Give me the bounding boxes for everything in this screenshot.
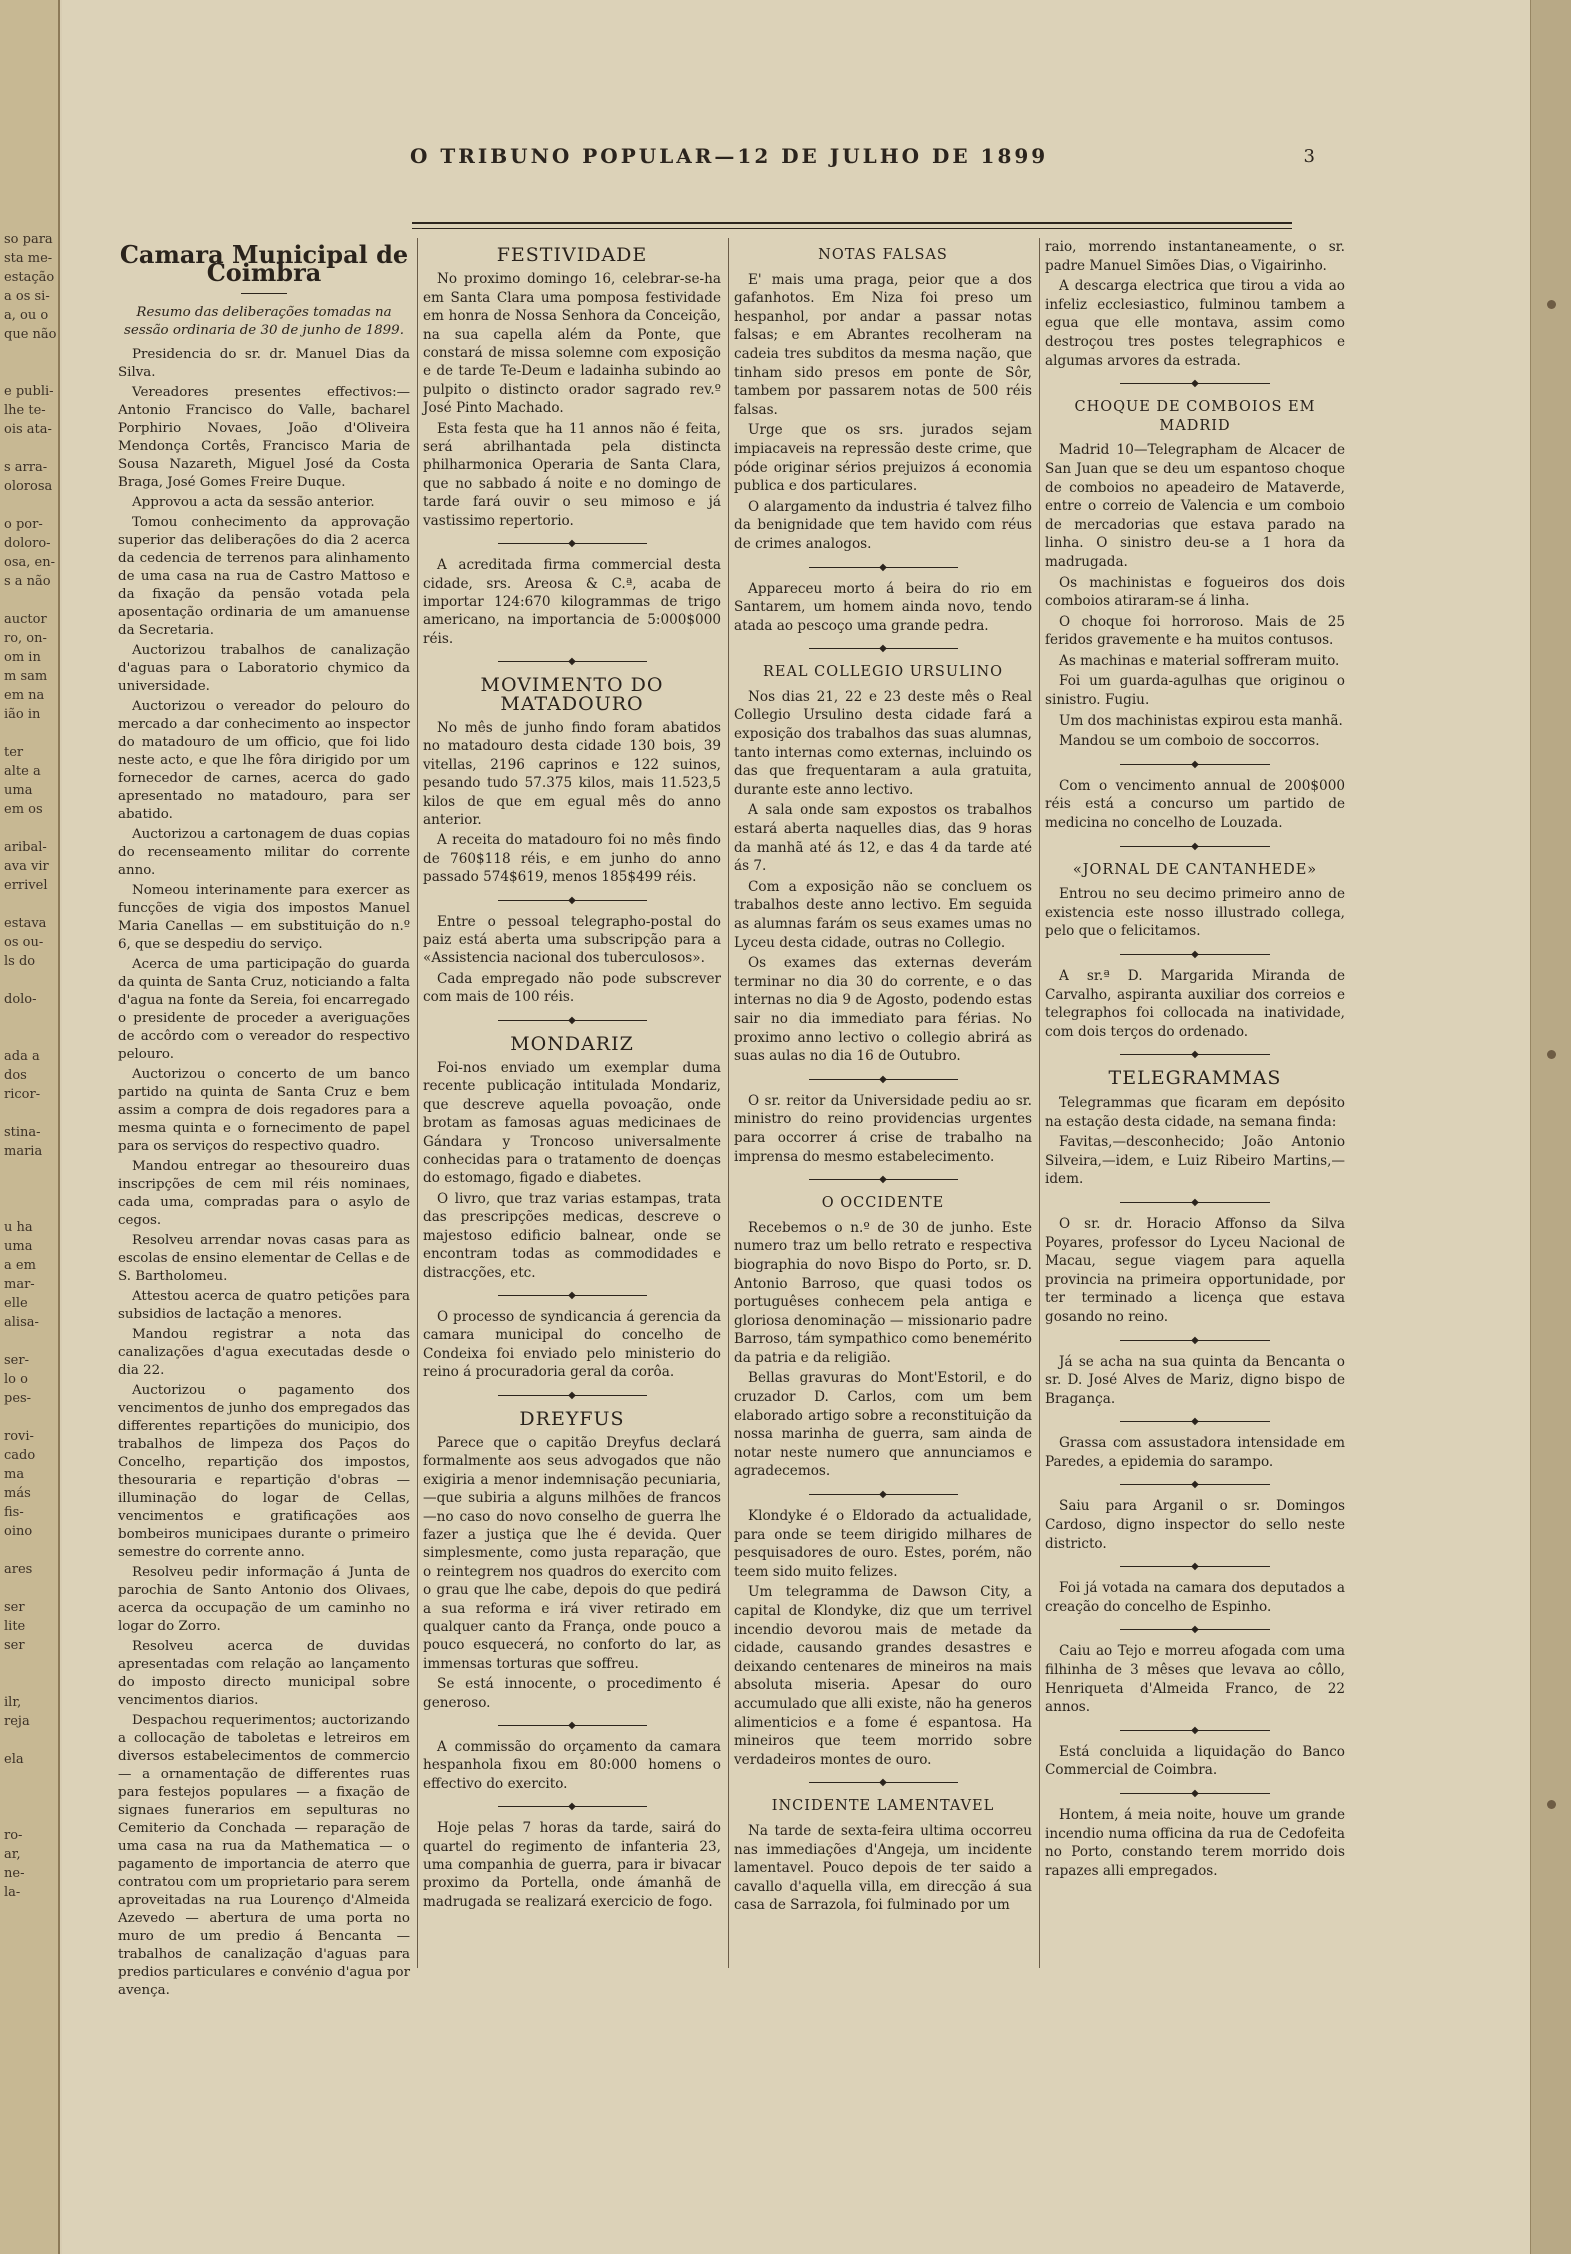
page-edge: [1530, 0, 1571, 2254]
article-paragraph: Approvou a acta da sessão anterior.: [132, 495, 375, 510]
article-paragraph: Resolveu arrendar novas casas para as escolas de ensino elementar de Cellas e de S. Bartholomeu.: [118, 1233, 410, 1284]
article-separator: [734, 1775, 1032, 1789]
article-headline: TELEGRAMMAS: [1108, 1067, 1282, 1090]
article-paragraph: As machinas e material soffreram muito.: [1059, 652, 1340, 669]
column-divider: [417, 238, 418, 1968]
article-paragraph: A sr.ª D. Margarida Miranda de Carvalho, aspiranta auxiliar dos correios e telegraphos foi collocada na inatividade, com dois terços do ordenado.: [1045, 968, 1345, 1040]
article-paragraph: Urge que os srs. jurados sejam impiacaveis na repressão deste crime, que póde originar sérios prejuizos á economia publica e dos particulares.: [734, 422, 1032, 495]
column-1: [118, 238, 410, 2002]
article-paragraph: Foi um guarda-agulhas que originou o sinistro. Fugiu.: [1045, 673, 1345, 709]
article-paragraph: Foi já votada na camara dos deputados a creação do concelho de Espinho.: [1045, 1580, 1345, 1615]
article-paragraph: Auctorizou o pagamento dos vencimentos de junho dos empregados das differentes repartições do municipio, dos trabalhos de limpeza dos Paços do Concelho, repartição dos impostos, thesouraria e repartição d'obras — illuminação do logar de Cellas, vencimentos e gratificações aos bombeiros municipaes durante o primeiro semestre do corrente anno.: [118, 1383, 410, 1560]
article-paragraph: Esta festa que ha 11 annos não é feita, será abrilhantada pela distincta philharmonica Operaria de Santa Clara, que no sabbado á noite e no domingo de tarde fará ouvir o seu mimoso e já vastissimo repertorio.: [423, 420, 721, 529]
article-headline: FESTIVIDADE: [496, 244, 648, 266]
article-paragraph: Grassa com assustadora intensidade em Paredes, a epidemia do sarampo.: [1045, 1435, 1345, 1470]
article-paragraph: Vereadores presentes effectivos:—Antonio Francisco do Valle, bacharel Porphirio Novaes, João d'Oliveira Mendonça Cortês, Francisco Maria de Sousa Nazareth, Miguel José da Costa Braga, José Gomes Freire Duque.: [118, 385, 410, 490]
article-paragraph: Um telegramma de Dawson City, a capital de Klondyke, diz que um terrivel incendio devorou mais de metade da cidade, causando grandes desastres e deixando centenares de mineiros na mais absoluta miseria. Apesar do ouro accumulado que alli existe, não ha generos alimenticios e a fome é espantosa. Ha mineiros que teem morrido sobre verdadeiros montes de ouro.: [734, 1584, 1032, 1768]
article-separator: [1045, 1195, 1345, 1209]
article-separator: [423, 536, 721, 550]
article-paragraph: Favitas,—desconhecido; João Antonio Silveira,—idem, e Luiz Ribeiro Martins,—idem.: [1045, 1134, 1345, 1188]
article-paragraph: Auctorizou a cartonagem de duas copias do recenseamento militar do corrente anno.: [118, 827, 410, 878]
article-separator: [734, 1172, 1032, 1186]
article-paragraph: Mandou se um comboio de soccorros.: [1059, 733, 1320, 750]
article-separator: [423, 1718, 721, 1732]
article-headline: MOVIMENTO DO MATADOURO: [480, 674, 664, 715]
article-separator: [734, 1072, 1032, 1086]
article-paragraph: Auctorizou trabalhos de canalização d'aguas para o Laboratorio chymico da universidade.: [118, 643, 410, 694]
page-number: 3: [1303, 146, 1315, 167]
binding-hole: [1547, 1050, 1556, 1059]
article-paragraph: Resolveu acerca de duvidas apresentadas com relação ao lançamento do imposto directo municipal sobre vencimentos diarios.: [118, 1639, 410, 1708]
article-separator: [1045, 757, 1345, 771]
article-paragraph: Auctorizou o concerto de um banco partido na quinta de Santa Cruz e bem assim a compra de dois regadores para a mesma quinta e o fornecimento de papel para os serviços do respectivo quadro.: [118, 1067, 410, 1154]
column-divider: [728, 238, 729, 1968]
article-paragraph: Klondyke é o Eldorado da actualidade, para onde se teem dirigido milhares de pesquisadores de ouro. Estes, porém, não teem sido muito felizes.: [734, 1508, 1032, 1580]
column-3: [734, 238, 1032, 1917]
article-paragraph: E' mais uma praga, peior que a dos gafanhotos. Em Niza foi preso um hespanhol, por andar a passar notas falsas; e em Abrantes recolheram na cadeia tres subditos da mesma nação, que tinham sido presos em ponte de Sôr, tambem por passarem notas de 500 réis falsas.: [734, 271, 1032, 418]
article-paragraph: Parece que o capitão Dreyfus declará formalmente aos seus advogados que não exigiria a menor indemnisação pecuniaria,—que subiria a alguns milhões de francos—no caso do novo conselho de guerra lhe fazer a justiça que lhe é devida. Quer simplesmente, como justa reparação, que o reintegrem nos quadros do exercito com o grau que lhe cabe, depois do que pedirá a sua reforma e irá viver retirado em qualquer canto da França, onde pouco a pouco esquecerá, no conforto do lar, as immensas torturas que soffreu.: [423, 1434, 721, 1672]
previous-page-text: so para sta me- estação a os si- a, ou o que não e publi- lhe te- ois ata- s arra- olorosa o por- doloro- osa, en- s a não auctor ro, on- om in m sam em na ião in ter alte a uma em os aribal- ava vir errivel estava os ou- ls do dolo- ada a dos ricor- stina- maria u ha uma a em mar- elle alisa- ser- lo o pes- rovi- cado ma más fis- oino ares ser lite ser ilr, reja ela ro- ar, ne- la-: [4, 232, 57, 1900]
article-headline: O OCCIDENTE: [821, 1195, 945, 1212]
article-paragraph: Foi-nos enviado um exemplar duma recente publicação intitulada Mondariz, que descreve aquella povoação, onde brotam as famosas aguas medicinaes de Gándara y Troncoso universalmente conhecidas para o tratamento de doenças do estomago, figado e diabetes.: [423, 1060, 721, 1187]
article-paragraph: Auctorizou o vereador do pelouro do mercado a dar conhecimento ao inspector do matadouro de um officio, que foi lido neste acto, e que lhe fôra dirigido por um fornecedor de carnes, acerca do gado apresentado no matadouro, para ser abatido.: [118, 699, 410, 822]
article-separator: [734, 1487, 1032, 1501]
article-paragraph: A commissão do orçamento da camara hespanhola fixou em 80:000 homens o effectivo do exercito.: [423, 1739, 721, 1792]
article-paragraph: Presidencia do sr. dr. Manuel Dias da Silva.: [118, 347, 410, 380]
article-paragraph: Os exames das externas deverám terminar no dia 30 do corrente, e o das internas no dia 9 de Agosto, podendo estas sair no dia immediato para férias. No proximo anno lectivo o collegio abrirá as suas aulas no dia 16 de Outubro.: [734, 955, 1032, 1065]
article-paragraph: Recebemos o n.º de 30 de junho. Este numero traz um bello retrato e respectiva biographia do novo Bispo do Porto, sr. D. Antonio Barroso, que quasi todos os portuguêses conhecem pela antiga e gloriosa denominação — missionario padre Barroso, tám sympathico como benemérito da patria e da religião.: [734, 1219, 1032, 1366]
article-paragraph: A sala onde sam expostos os trabalhos estará aberta naquelles dias, das 9 horas da manhã até ás 12, e das 4 da tarde até ás 7.: [734, 802, 1032, 875]
article-headline: REAL COLLEGIO URSULINO: [762, 664, 1004, 681]
header-rule: [412, 222, 1292, 229]
article-paragraph: Bellas gravuras do Mont'Estoril, e do cruzador D. Carlos, com um bem elaborado artigo sobre a reconstituição da nossa marinha de guerra, sam ainda de notar neste numero que annunciamos e agradecemos.: [734, 1370, 1032, 1480]
article-paragraph: No mês de junho findo foram abatidos no matadouro desta cidade 130 bois, 39 vitellas, 2196 caprinos e 122 suinos, pesando tudo 57.375 kilos, mais 11.523,5 kilos de que em egual mês do anno anterior.: [423, 719, 721, 828]
article-paragraph: Resolveu pedir informação á Junta de parochia de Santo Antonio dos Olivaes, acerca da occupação de um caminho no logar do Zorro.: [118, 1565, 410, 1634]
article-paragraph: Appareceu morto á beira do rio em Santarem, um homem ainda novo, tendo atada ao pescoço uma grande pedra.: [734, 580, 1032, 634]
article-separator: [423, 654, 721, 668]
article-separator: [734, 641, 1032, 655]
article-paragraph: Hontem, á meia noite, houve um grande incendio numa officina da rua de Cedofeita no Porto, constando terem morrido dois rapazes alli empregados.: [1045, 1807, 1345, 1879]
article-separator: [423, 1799, 721, 1813]
article-headline: DREYFUS: [519, 1407, 625, 1430]
article-separator: [1045, 1047, 1345, 1061]
article-separator: [423, 893, 721, 907]
article-separator: [1045, 947, 1345, 961]
article-separator: [423, 1288, 721, 1302]
article-headline: Camara Municipal de Coimbra: [119, 240, 409, 287]
article-separator: [1045, 1723, 1345, 1737]
article-paragraph: Mandou registrar a nota das canalizações d'agua executadas desde o dia 22.: [118, 1327, 410, 1378]
article-paragraph: O alargamento da industria é talvez filho da benignidade que tem havido com réus de crimes analogos.: [734, 498, 1032, 552]
article-paragraph: Telegrammas que ficaram em depósito na estação desta cidade, na semana finda:: [1045, 1094, 1345, 1130]
article-paragraph: Entrou no seu decimo primeiro anno de existencia este nosso illustrado collega, pelo que o felicitamos.: [1045, 886, 1345, 940]
column-2: [423, 238, 721, 1913]
previous-page-edge: [0, 0, 60, 2254]
article-paragraph: O sr. dr. Horacio Affonso da Silva Poyares, professor do Lyceu Nacional de Macau, segue viagem para aquella provincia na primeira opportunidade, por ter terminado a licença que estava gosando no reino.: [1045, 1215, 1345, 1325]
article-paragraph: O livro, que traz varias estampas, trata das prescripções medicas, descreve o majestoso edificio balnear, onde se encontram todas as commodidades e distracções, etc.: [423, 1190, 721, 1281]
article-paragraph: Madrid 10—Telegrapham de Alcacer de San Juan que se deu um espantoso choque de comboios no apeadeiro de Mataverde, entre o correio de Valencia e um comboio de mercadorias que estava parado na linha. O sinistro deu-se a 1 hora da madrugada.: [1045, 442, 1345, 570]
binding-hole: [1547, 1800, 1556, 1809]
article-paragraph: Attestou acerca de quatro petições para subsidios de lactação a menores.: [118, 1289, 410, 1322]
masthead-title: O TRIBUNO POPULAR—12 DE JULHO DE 1899: [410, 144, 1049, 168]
article-paragraph: O choque foi horroroso. Mais de 25 feridos gravemente e ha muitos contusos.: [1045, 613, 1345, 649]
article-headline: INCIDENTE LAMENTAVEL: [771, 1798, 995, 1815]
article-subtitle: Resumo das deliberações tomadas na sessão ordinaria de 30 de junho de 1899.: [124, 305, 404, 338]
article-headline: «JORNAL DE CANTANHEDE»: [1072, 861, 1318, 878]
article-paragraph: Caiu ao Tejo e morreu afogada com uma filhinha de 3 mêses que levava ao côllo, Henriqueta d'Almeida Franco, de 22 annos.: [1045, 1643, 1345, 1716]
binding-hole: [1547, 300, 1556, 309]
article-paragraph: No proximo domingo 16, celebrar-se-ha em Santa Clara uma pomposa festividade em honra de Nossa Senhora da Conceição, na sua capella além da Ponte, que constará de missa solemne com exposição e de tarde Te-Deum e ladainha subindo ao pulpito o distincto orador sagrado rev.º José Pinto Machado.: [423, 271, 721, 417]
article-headline: MONDARIZ: [510, 1032, 634, 1055]
article-paragraph: A descarga electrica que tirou a vida ao infeliz ecclesiastico, fulminou tambem a egua que elle montava, assim como destroçou tres postes telegraphicos e algumas arvores da estrada.: [1045, 278, 1345, 369]
article-paragraph: Na tarde de sexta-feira ultima occorreu nas immediações d'Angeja, um incidente lamentavel. Pouco depois de ter saido a cavallo d'aquella villa, em direcção á sua casa de Sarrazola, foi fulminado por um: [734, 1822, 1032, 1914]
article-separator: [423, 1013, 721, 1027]
article-paragraph: Nomeou interinamente para exercer as funcções de vigia dos impostos Manuel Maria Canellas — em substituição do n.º 6, que se despediu do serviço.: [118, 883, 410, 952]
article-paragraph: Hoje pelas 7 horas da tarde, sairá do quartel do regimento de infanteria 23, uma companhia de guerra, para ir bivacar proximo da Portella, onde ámanhã de madrugada se realizará exercicio de fogo.: [423, 1820, 721, 1910]
article-headline: NOTAS FALSAS: [818, 247, 948, 263]
article-paragraph: Com a exposição não se concluem os trabalhos deste anno lectivo. Em seguida as alumnas farám os seus exames umas no Lyceu desta cidade, outras no Collegio.: [734, 878, 1032, 951]
article-separator: [1045, 1559, 1345, 1573]
article-paragraph: Com o vencimento annual de 200$000 réis está a concurso um partido de medicina no concelho de Louzada.: [1045, 777, 1345, 832]
article-paragraph: raio, morrendo instantaneamente, o sr. padre Manuel Simões Dias, o Vigairinho.: [1045, 239, 1345, 274]
article-paragraph: A receita do matadouro foi no mês findo de 760$118 réis, e em junho do anno passado 574$619, menos 185$499 réis.: [423, 832, 721, 886]
article-paragraph: Está concluida a liquidação do Banco Commercial de Coimbra.: [1045, 1743, 1345, 1779]
article-separator: [1045, 376, 1345, 390]
article-separator: [1045, 1333, 1345, 1347]
article-paragraph: Nos dias 21, 22 e 23 deste mês o Real Collegio Ursulino desta cidade fará a exposição dos trabalhos das suas alumnas, tanto internas como externas, incluindo os das que frequentaram a aula gratuita, durante este anno lectivo.: [734, 688, 1032, 798]
article-separator: [1045, 1414, 1345, 1428]
article-paragraph: A acreditada firma commercial desta cidade, srs. Areosa & C.ª, acaba de importar 124:670 kilogrammas de trigo americano, na importancia de 5:000$000 réis.: [423, 557, 721, 647]
article-headline: CHOQUE DE COMBOIOS EM MADRID: [1074, 399, 1316, 434]
article-separator: [1045, 1622, 1345, 1636]
article-paragraph: Acerca de uma participação do guarda da quinta de Santa Cruz, noticiando a falta d'agua na fonte da Sereia, foi encarregado o presidente de proceder a averiguações de accôrdo com o vereador do respectivo pelouro.: [118, 957, 410, 1062]
article-paragraph: Já se acha na sua quinta da Bencanta o sr. D. José Alves de Mariz, digno bispo de Bragança.: [1045, 1353, 1345, 1407]
article-paragraph: O sr. reitor da Universidade pediu ao sr. ministro do reino providencias urgentes para occorrer á crise de trabalho na imprensa do mesmo estabelecimento.: [734, 1092, 1032, 1165]
masthead: [350, 140, 1315, 180]
article-paragraph: Cada empregado não pode subscrever com mais de 100 réis.: [423, 970, 721, 1006]
column-4: [1045, 238, 1345, 1882]
article-paragraph: Se está innocente, o procedimento é generoso.: [423, 1676, 721, 1711]
article-separator: [1045, 1477, 1345, 1491]
article-paragraph: Tomou conhecimento da approvação superior das deliberações do dia 2 acerca da cedencia de terrenos para alinhamento de uma casa na rua de Castro Mattoso e da fixação da pensão votada pela aposentação ordinaria de um amanuense da Secretaria.: [118, 515, 410, 638]
article-paragraph: Os machinistas e fogueiros dos dois comboios atiraram-se á linha.: [1045, 574, 1345, 610]
article-paragraph: Entre o pessoal telegrapho-postal do paiz está aberta uma subscripção para a «Assistencia nacional dos tuberculosos».: [423, 913, 721, 967]
article-separator: [1045, 839, 1345, 853]
article-separator: [734, 560, 1032, 574]
column-divider: [1039, 238, 1040, 1968]
article-separator: [423, 1388, 721, 1402]
article-separator: [1045, 1786, 1345, 1800]
article-paragraph: Um dos machinistas expirou esta manhã.: [1059, 712, 1343, 729]
article-paragraph: Saiu para Arganil o sr. Domingos Cardoso, digno inspector do sello neste districto.: [1045, 1498, 1345, 1552]
article-paragraph: Despachou requerimentos; auctorizando a collocação de taboletas e letreiros em diversos estabelecimentos de commercio — a ornamentação de differentes ruas para festejos populares — a fixação de signaes funerarios em sepulturas no Cemiterio da Conchada — reparação de uma casa na rua da Mathematica — o pagamento de importancia de aterro que contratou com um proprietario para serem aproveitadas na rua Lourenço d'Almeida Azevedo — abertura de uma porta no muro de um predio á Bencanta — trabalhos de canalização d'aguas para predios particulares e convénio d'agua por avença.: [118, 1713, 410, 1998]
article-paragraph: Mandou entregar ao thesoureiro duas inscripções de cem mil réis nominaes, cada uma, compradas para o asylo de cegos.: [118, 1159, 410, 1228]
article-paragraph: O processo de syndicancia á gerencia da camara municipal do concelho de Condeixa foi enviado pelo ministerio do reino á procuradoria geral da corôa.: [423, 1308, 721, 1381]
title-separator: [118, 288, 410, 298]
